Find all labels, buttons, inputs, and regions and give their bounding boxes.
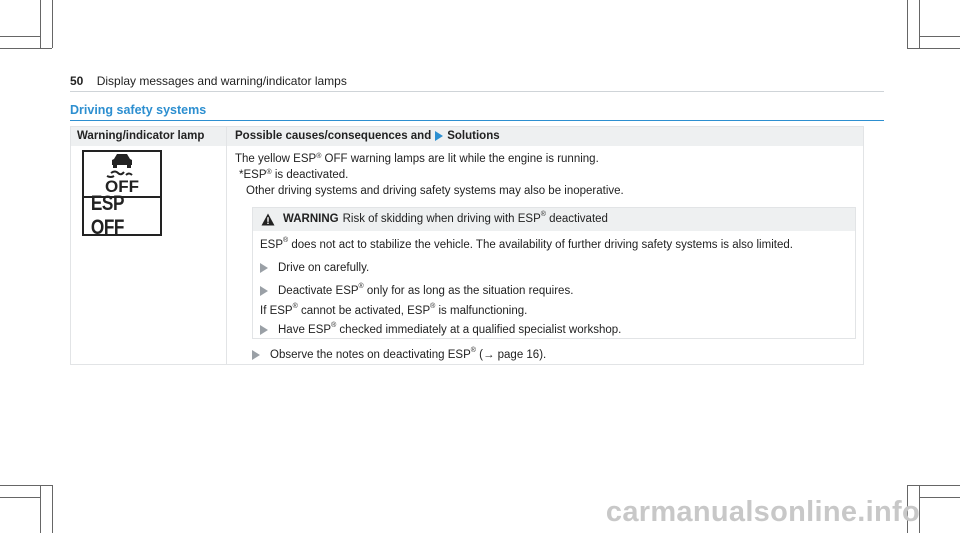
- esp-off-text-icon: [82, 192, 162, 239]
- crop-mark: [40, 0, 41, 48]
- crop-mark: [907, 48, 960, 49]
- page-header: [70, 74, 347, 88]
- step-arrow-icon: [260, 286, 268, 296]
- warning-step-2: [260, 285, 573, 297]
- warning-title: [283, 213, 608, 225]
- crop-mark: [919, 497, 960, 498]
- text-fragment: If ESP: [260, 305, 293, 317]
- watermark: carmanualsonline.info: [605, 496, 920, 528]
- warning-condition: [260, 305, 527, 317]
- chapter-title: Display messages and warning/indicator lamps: [96, 74, 347, 88]
- icon-esp-off-label: ESP OFF: [90, 192, 125, 239]
- text-fragment: ESP: [243, 169, 267, 181]
- text-fragment: Have ESP: [278, 324, 332, 336]
- step-arrow-icon: [252, 350, 260, 360]
- table-header: [71, 127, 863, 146]
- warning-step-1: [260, 262, 369, 274]
- cause-bullet: [239, 168, 348, 182]
- warning-step-3: [260, 324, 621, 336]
- text-fragment: OFF warning lamps are lit while the engine is running.: [321, 153, 599, 165]
- text-fragment: ESP: [260, 239, 284, 251]
- registered-mark: ®: [266, 169, 272, 176]
- page-ref-arrow-icon: →: [482, 349, 495, 361]
- text-fragment: The yellow ESP: [235, 153, 317, 165]
- text-fragment: cannot be activated, ESP: [297, 305, 431, 317]
- column-divider: [226, 127, 227, 364]
- crop-mark: [919, 0, 920, 48]
- text-fragment: only for as long as the situation requires.: [363, 285, 574, 297]
- crop-mark: [52, 485, 53, 533]
- crop-mark: [0, 36, 40, 37]
- esp-off-skid-car-icon: [82, 150, 162, 198]
- crop-mark: [52, 0, 53, 48]
- text-fragment: deactivated: [545, 213, 608, 225]
- text-fragment: is malfunctioning.: [435, 305, 528, 317]
- crop-mark: [0, 485, 52, 486]
- lamp-description: [235, 152, 599, 166]
- final-step: [252, 349, 546, 361]
- warning-header: [253, 208, 855, 231]
- step-text: [278, 324, 621, 336]
- crop-mark: [40, 485, 41, 533]
- registered-mark: ®: [292, 303, 298, 310]
- text-fragment: Observe the notes on deactivating ESP: [270, 349, 471, 361]
- crop-mark: [919, 36, 960, 37]
- warning-label: WARNING: [283, 213, 339, 225]
- section-title: Driving safety systems: [70, 103, 207, 117]
- skidding-car-icon: [84, 152, 160, 196]
- text-fragment: (: [475, 349, 483, 361]
- registered-mark: ®: [331, 322, 337, 329]
- crop-mark: [907, 0, 908, 48]
- page-number: 50: [70, 74, 84, 88]
- solution-arrow-icon: [435, 131, 443, 141]
- step-arrow-icon: [260, 263, 268, 273]
- crop-mark: [0, 48, 52, 49]
- col-header-solutions: [235, 130, 500, 142]
- registered-mark: ®: [430, 303, 436, 310]
- registered-mark: ®: [283, 237, 289, 244]
- step-text: Drive on carefully.: [278, 262, 370, 274]
- text-fragment: checked immediately at a qualified specialist workshop.: [336, 324, 622, 336]
- icon-off-label: OFF: [105, 177, 139, 196]
- header-divider: [70, 91, 884, 92]
- bullet-star: *: [239, 169, 244, 181]
- col-header-prefix: Possible causes/consequences and: [235, 130, 432, 142]
- text-fragment: is deactivated.: [271, 169, 349, 181]
- col-header-lamp: Warning/indicator lamp: [77, 130, 205, 142]
- registered-mark: ®: [470, 347, 476, 354]
- step-arrow-icon: [260, 325, 268, 335]
- text-fragment: does not act to stabilize the vehicle. The availability of further driving safety systems is also limited.: [288, 239, 793, 251]
- warning-triangle-icon: [261, 213, 275, 226]
- consequence-text: Other driving systems and driving safety systems may also be inoperative.: [246, 185, 624, 197]
- page-reference-link[interactable]: page 16).: [494, 349, 547, 361]
- col-header-suffix: Solutions: [447, 130, 500, 142]
- step-text: [278, 285, 573, 297]
- section-divider: [70, 120, 884, 121]
- warning-box: [252, 207, 856, 339]
- lamp-table: [70, 126, 864, 365]
- registered-mark: ®: [358, 283, 364, 290]
- registered-mark: ®: [316, 153, 322, 160]
- text-fragment: Risk of skidding when driving with ESP: [342, 213, 541, 225]
- step-text: [270, 349, 546, 361]
- warning-body: [260, 239, 793, 251]
- crop-mark: [907, 485, 960, 486]
- registered-mark: ®: [540, 211, 546, 218]
- text-fragment: Deactivate ESP: [278, 285, 359, 297]
- crop-mark: [0, 497, 40, 498]
